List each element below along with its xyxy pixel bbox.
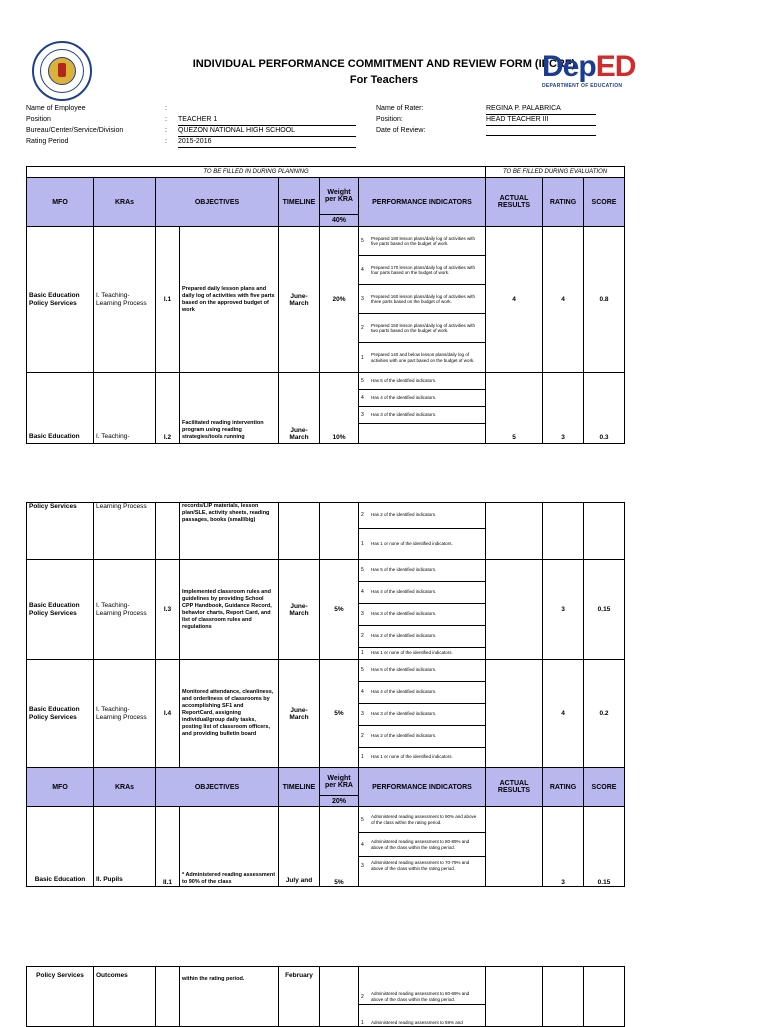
weight-total: 40% — [320, 215, 359, 227]
deped-logo: DepED DEPARTMENT OF EDUCATION — [542, 50, 636, 89]
indicator: 1 Has 1 or none of the identified indicators. — [359, 748, 486, 768]
col-rating: RATING — [543, 768, 584, 807]
review-date-value — [486, 126, 596, 136]
rating-period-value: 2015-2016 — [178, 137, 356, 148]
col-kras: KRAs — [94, 178, 156, 227]
col-score: SCORE — [584, 178, 625, 227]
ipcrf-table-1 — [26, 166, 625, 444]
indicator: 3Prepared 160 lesson plans/daily log of activities with three parts based on the budget of work. — [359, 285, 486, 314]
col-mfo: MFO — [27, 178, 94, 227]
table-row: Basic Education II. Pupils II.1 * Administered reading assessment to 90% of the class July and 5% 5Administered reading assessment to 90% and above of the class within the rating period. 3 0.15 — [27, 807, 625, 833]
form-subtitle: For Teachers — [349, 74, 419, 86]
col-mfo: MFO — [27, 768, 94, 807]
col-actual-results: ACTUAL RESULTS — [486, 768, 543, 807]
col-actual-results: ACTUAL RESULTS — [486, 178, 543, 227]
indicator: 1Prepared 140 and below lesson plans/daily log of activities with one part based on the budget of work. — [359, 343, 486, 373]
indicator: 3 Has 3 of the identified indicators. — [359, 604, 486, 626]
seal-icon — [32, 41, 92, 101]
rater-position-label: Position: — [376, 116, 403, 123]
indicator: 5 Has 5 of the identified indicators. — [359, 560, 486, 582]
col-objectives: OBJECTIVES — [156, 768, 279, 807]
indicator: 4 Has 4 of the identified indicators. — [359, 582, 486, 604]
indicator: 2 Has 2 of the identified indicators. — [359, 503, 486, 529]
indicator: 2Administered reading assessment to 60-69% and above of the class within the rating period. — [359, 967, 486, 1005]
employee-label: Name of Employee — [26, 105, 86, 112]
indicator: 5 Has 5 of the identified indicators. — [359, 373, 486, 390]
indicator: 2Prepared 150 lesson plans/daily log of activities with two parts based on the budget of work. — [359, 314, 486, 343]
indicator: 4Prepared 170 lesson plans/daily log of activities with four parts based on the budget of work. — [359, 256, 486, 285]
planning-label: TO BE FILLED IN DURING PLANNING — [27, 167, 486, 178]
rater-position-value: HEAD TEACHER III — [486, 115, 596, 126]
col-performance-indicators: PERFORMANCE INDICATORS — [359, 178, 486, 227]
page-slice-3 — [0, 970, 768, 1024]
rater-label: Name of Rater: — [376, 105, 424, 112]
weight-total: 20% — [320, 796, 359, 807]
col-kras: KRAs — [94, 768, 156, 807]
col-rating: RATING — [543, 178, 584, 227]
employee-info: Name of Employee : Position : TEACHER 1 Bureau/Center/Service/Division : QUEZON NATIONAL HIGH SCHOOL Rating Period : 2015-2016 — [26, 104, 366, 154]
col-performance-indicators: PERFORMANCE INDICATORS — [359, 768, 486, 807]
review-date-label: Date of Review: — [376, 127, 426, 134]
indicator: 2 Has 2 of the identified indicators. — [359, 626, 486, 648]
col-timeline: TIMELINE — [279, 178, 320, 227]
col-timeline: TIMELINE — [279, 768, 320, 807]
table-row: Basic Education Policy Services I. Teaching-Learning Process I.1 Prepared daily lesson plans and daily log of activities with five parts based on the approved budget of work June-March 20% 5Prepared 180 lesson plans/daily log of activities with five parts based on the budget of work. 4 4 0.8 — [27, 227, 625, 256]
indicator: 1 Has 1 or none of the identified indicators. — [359, 648, 486, 660]
indicator: 1 Has 1 or none of the identified indicators. — [359, 529, 486, 560]
col-weight: Weight per KRA — [320, 768, 359, 796]
indicator: 5 Has 5 of the identified indicators. — [359, 660, 486, 682]
ipcrf-table-3 — [26, 966, 625, 1027]
rating-period-label: Rating Period — [26, 138, 69, 145]
indicator: 5Administered reading assessment to 90% and above of the class within the rating period. — [359, 807, 486, 833]
page-slice-1 — [0, 0, 768, 441]
indicator: 4 Has 4 of the identified indicators. — [359, 390, 486, 407]
indicator: 4 Has 4 of the identified indicators. — [359, 682, 486, 704]
position-value: TEACHER 1 — [178, 115, 356, 126]
col-score: SCORE — [584, 768, 625, 807]
col-weight: Weight per KRA — [320, 178, 359, 215]
ipcrf-table-2 — [26, 502, 625, 887]
table-row: Basic Education Policy Services I. Teaching-Learning Process I.3 Implemented classroom rules and guidelines by providing School CPP Handbook, Guidance Record, behavior charts, Report Card, and list of classroom rules and regulations June-March 5% 5 Has 5 of the identified indicators. 3 0.15 — [27, 560, 625, 582]
indicator: 3Administered reading assessment to 70-79% and above of the class within the rating period. — [359, 857, 486, 887]
position-label: Position — [26, 116, 51, 123]
table-row: Basic Education I. Teaching- I.2 Facilitated reading intervention program using reading strategies/tools running June-March 10% 5 Has 5 of the identified indicators. 5 3 0.3 — [27, 373, 625, 390]
table-row: Policy Services Outcomes within the rating period. February 2Administered reading assessment to 60-69% and above of the class within the rating period. — [27, 967, 625, 1005]
table-row: Basic Education Policy Services I. Teaching-Learning Process I.4 Monitored attendance, cleanliness, and orderliness of classrooms by accomplishing SF1 and ReportCard, assigning individual/group daily tasks, posting list of classroom officers, and providing bulletin board June-March 5% 5 Has 5 of the identified indicators. 4 0.2 — [27, 660, 625, 682]
bureau-label: Bureau/Center/Service/Division — [26, 127, 124, 134]
indicator: 2 Has 2 of the identified indicators. — [359, 726, 486, 748]
rater-value: REGINA P. PALABRICA — [486, 104, 596, 115]
table-row: Policy Services Learning Process records/LIP materials, lesson plan/SLE, activity sheets, reading passages, books (small/big) 2 Has 2 of the identified indicators. — [27, 503, 625, 529]
evaluation-label: TO BE FILLED DURING EVALUATION — [486, 167, 625, 178]
bureau-value: QUEZON NATIONAL HIGH SCHOOL — [178, 126, 356, 137]
indicator: 1 Administered reading assessment to 59% and — [359, 1005, 486, 1027]
indicator: 3 Has 3 of the identified indicators. — [359, 704, 486, 726]
col-objectives: OBJECTIVES — [156, 178, 279, 227]
form-title: INDIVIDUAL PERFORMANCE COMMITMENT AND REVIEW FORM (IPCRF) — [192, 58, 576, 70]
indicator: 3 Has 3 of the identified indicators. — [359, 407, 486, 424]
page-slice-2 — [0, 505, 768, 900]
indicator: 4Administered reading assessment to 80-89% and above of the class within the rating period. — [359, 833, 486, 857]
rater-info — [376, 104, 596, 144]
indicator: 5Prepared 180 lesson plans/daily log of activities with five parts based on the budget of work. — [359, 227, 486, 256]
